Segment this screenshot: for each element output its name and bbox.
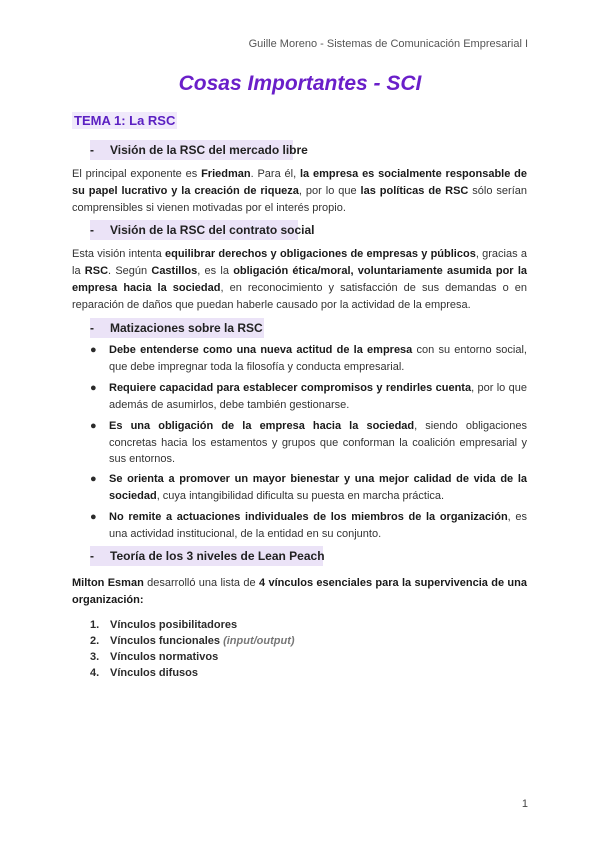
- paragraph-esman: Milton Esman desarrolló una lista de 4 vínculos esenciales para la supervivencia de una organización:: [72, 577, 527, 606]
- paragraph-mercado-libre: El principal exponente es Friedman. Para él, la empresa es socialmente responsable de su papel lucrativo y la creación de riqueza, por lo que las políticas de RSC sólo serían comprensibles si vienen motivadas por el interés propio.: [72, 168, 528, 214]
- topic-heading: TEMA 1: La RSC: [74, 113, 176, 128]
- section-title: Visión de la RSC del contrato social: [110, 223, 315, 237]
- document-title: Cosas Importantes - SCI: [178, 72, 422, 95]
- section-heading-mercado-libre: [90, 140, 308, 160]
- section-dash: -: [90, 223, 94, 237]
- section-dash: -: [90, 143, 94, 157]
- section-title: Teoría de los 3 niveles de Lean Peach: [110, 549, 325, 563]
- bullet-icon: ●: [90, 420, 97, 432]
- page-header: Guille Moreno - Sistemas de Comunicación Empresarial I: [248, 38, 528, 50]
- bullet-icon: ●: [90, 344, 97, 356]
- bullet-icon: ●: [90, 382, 97, 394]
- section-dash: -: [90, 549, 94, 563]
- paragraph-contrato-social: Esta visión intenta equilibrar derechos y obligaciones de empresas y públicos, gracias a la RSC. Según Castillos, es la obligación ética/moral, voluntariamente asumida por la empresa hacia la sociedad, en reconocimiento y satisfacción de sus demandas o en reparación de daños que puedan haberle causado por la actividad de la empresa.: [72, 248, 528, 311]
- section-heading-contrato-social: [90, 220, 315, 240]
- section-heading-matizaciones: [90, 318, 264, 338]
- page-number: 1: [521, 798, 528, 810]
- section-title: Visión de la RSC del mercado libre: [110, 143, 308, 157]
- section-dash: -: [90, 321, 94, 335]
- bullet-icon: ●: [90, 511, 97, 523]
- section-heading-lean-peach: [90, 546, 323, 566]
- section-title: Matizaciones sobre la RSC: [110, 321, 263, 335]
- bullet-icon: ●: [90, 473, 97, 485]
